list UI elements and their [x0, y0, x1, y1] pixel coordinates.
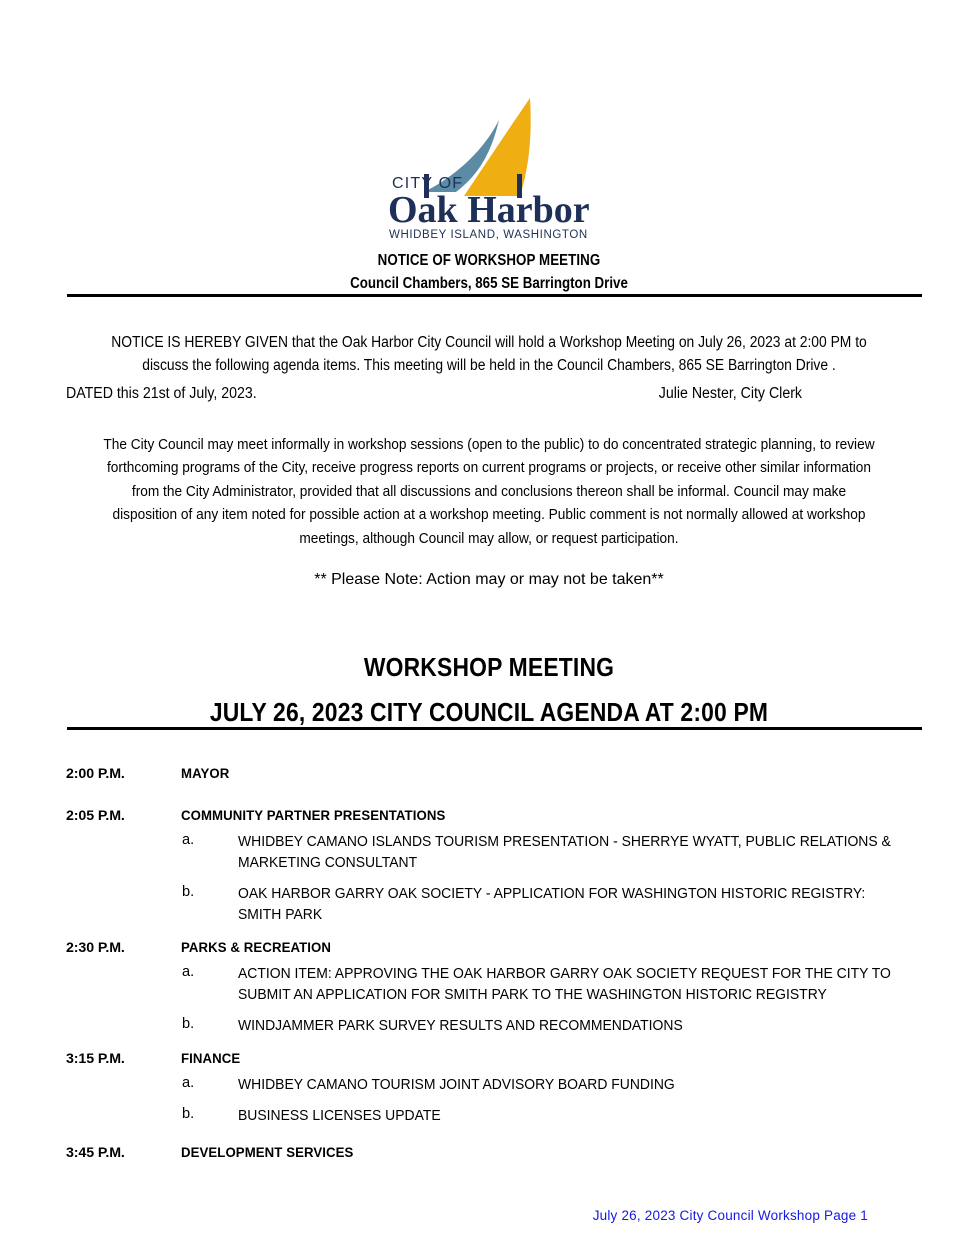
agenda-sub-items: [66, 1075, 946, 1127]
notice-title: NOTICE OF WORKSHOP MEETING: [377, 252, 601, 269]
agenda-time: 2:00 P.M.: [66, 766, 125, 782]
agenda-group: [66, 808, 946, 926]
agenda-group-header: [66, 940, 946, 956]
header-divider-rule: [67, 294, 922, 297]
meeting-title: WORKSHOP MEETING: [363, 652, 615, 682]
agenda-department: MAYOR: [181, 766, 230, 782]
agenda-time: 2:05 P.M.: [66, 808, 125, 824]
agenda-department: FINANCE: [181, 1051, 241, 1067]
agenda-group: [66, 940, 946, 1037]
agenda-item: [66, 964, 946, 1006]
agenda-item-text: ACTION ITEM: APPROVING THE OAK HARBOR GARRY OAK SOCIETY REQUEST FOR THE CITY TO SUBMIT AN APPLICATION FOR SMITH PARK TO THE WASHINGTON HISTORIC REGISTRY: [238, 966, 891, 1003]
agenda-item-letter: a.: [182, 964, 195, 980]
logo-name-text: Oak Harbor: [388, 189, 590, 231]
logo-city-of-text: CITY OF: [392, 175, 464, 192]
agenda-item-letter: b.: [182, 1016, 195, 1032]
agenda-department: DEVELOPMENT SERVICES: [181, 1145, 354, 1161]
agenda-item-letter: a.: [182, 832, 195, 848]
agenda-group-header: [66, 1145, 946, 1161]
agenda-item: [66, 832, 946, 874]
agenda-group: [66, 1145, 946, 1161]
city-clerk-signature: Julie Nester, City Clerk: [658, 385, 802, 402]
agenda-item-text: WHIDBEY CAMANO TOURISM JOINT ADVISORY BOARD FUNDING: [238, 1077, 675, 1093]
agenda-group: [66, 766, 946, 782]
agenda-list: [66, 766, 946, 1173]
agenda-item: [66, 1075, 946, 1096]
agenda-group-header: [66, 808, 946, 824]
agenda-divider-rule: [67, 727, 922, 730]
meeting-date-line: JULY 26, 2023 CITY COUNCIL AGENDA AT 2:00 PM: [209, 697, 769, 727]
city-logo-block: [0, 92, 978, 244]
workshop-info-paragraph: The City Council may meet informally in workshop sessions (open to the public) to do concentrated strategic planning, to review forthcoming programs of the City, receive progress reports on current programs or projects, or receive other similar information from the City Administrator, provided that all discussions and conclusions thereon shall be informal. Council may make disposition of any item noted for possible action at a workshop meeting. Public comment is not normally allowed at workshop meetings, although Council may allow, or request participation.: [103, 436, 875, 547]
logo-tagline-text: WHIDBEY ISLAND, WASHINGTON: [389, 229, 588, 241]
agenda-item: [66, 884, 946, 926]
agenda-department: PARKS & RECREATION: [181, 940, 332, 956]
agenda-time: 3:45 P.M.: [66, 1145, 125, 1161]
agenda-time: 2:30 P.M.: [66, 940, 125, 956]
agenda-group-header: [66, 766, 946, 782]
dated-row: [66, 385, 802, 403]
oak-harbor-logo: [380, 92, 598, 244]
agenda-item-text: WINDJAMMER PARK SURVEY RESULTS AND RECOMMENDATIONS: [238, 1018, 683, 1034]
agenda-item-letter: b.: [182, 1106, 195, 1122]
meeting-location: Council Chambers, 865 SE Barrington Drive: [350, 275, 628, 292]
agenda-item: [66, 1106, 946, 1127]
agenda-item-text: BUSINESS LICENSES UPDATE: [238, 1108, 441, 1124]
agenda-item-text: WHIDBEY CAMANO ISLANDS TOURISM PRESENTATION - SHERRYE WYATT, PUBLIC RELATIONS & MARKETING CONSULTANT: [238, 834, 891, 871]
agenda-item-letter: a.: [182, 1075, 195, 1091]
agenda-group: [66, 1051, 946, 1127]
agenda-sub-items: [66, 832, 946, 926]
agenda-item-letter: b.: [182, 884, 195, 900]
page-footer: July 26, 2023 City Council Workshop Page 1: [592, 1208, 868, 1223]
agenda-time: 3:15 P.M.: [66, 1051, 125, 1067]
agenda-item: [66, 1016, 946, 1037]
notice-paragraph: NOTICE IS HEREBY GIVEN that the Oak Harbor City Council will hold a Workshop Meeting on July 26, 2023 at 2:00 PM to discuss the following agenda items. This meeting will be held in the Council Chambers, 865 SE Barrington Drive .: [111, 334, 867, 374]
dated-text: DATED this 21st of July, 2023.: [66, 385, 257, 402]
please-note-text: ** Please Note: Action may or may not be taken**: [314, 571, 664, 588]
agenda-group-header: [66, 1051, 946, 1067]
agenda-department: COMMUNITY PARTNER PRESENTATIONS: [181, 808, 446, 824]
agenda-item-text: OAK HARBOR GARRY OAK SOCIETY - APPLICATION FOR WASHINGTON HISTORIC REGISTRY: SMITH PARK: [238, 886, 866, 923]
agenda-sub-items: [66, 964, 946, 1037]
